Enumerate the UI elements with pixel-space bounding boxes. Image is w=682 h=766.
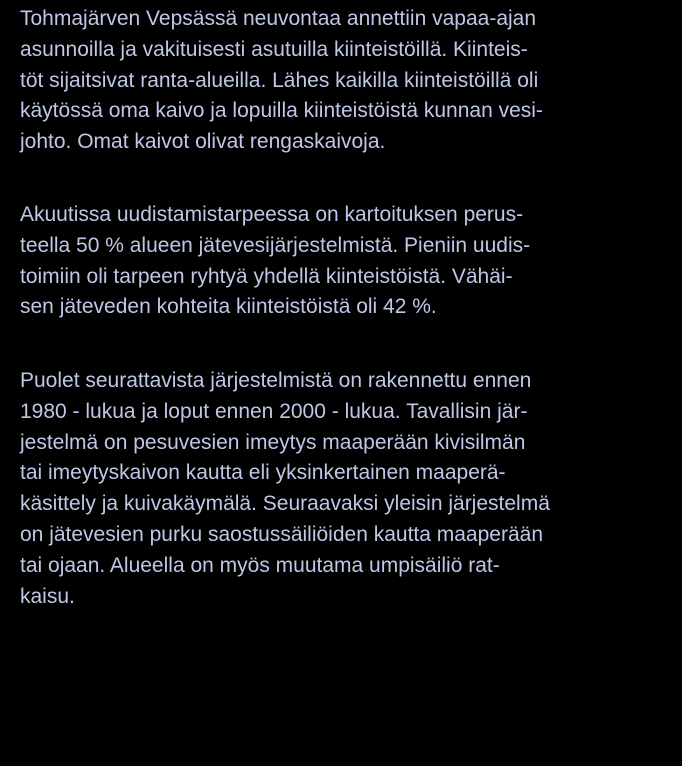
paragraph-line: Puolet seurattavista järjestelmistä on rakennettu ennen [20, 369, 532, 392]
paragraph-line: Akuutissa uudistamistarpeessa on kartoituksen perus- [20, 203, 524, 226]
paragraph-line: tai ojaan. Alueella on myös muutama umpisäiliö rat- [20, 553, 500, 577]
paragraph-line: on jätevesien purku saostussäiliöiden kautta maaperään [20, 522, 544, 546]
paragraph-line: käsittely ja kuivakäymälä. Seuraavaksi yleisin järjestelmä [20, 492, 550, 516]
paragraph-line: asunnoilla ja vakituisesti asutuilla kiinteistöillä. Kiinteis- [20, 37, 528, 61]
paragraph-line: tai imeytyskaivon kautta eli yksinkertainen maaperä- [20, 461, 506, 485]
paragraph-line: teella 50 % alueen jätevesijärjestelmistä. Pieniin uudis- [20, 233, 531, 257]
paragraph-line: käytössä oma kaivo ja lopuilla kiinteistöistä kunnan vesi- [20, 99, 543, 123]
paragraph-line: jestelmä on pesuvesien imeytys maaperään kivisilmän [20, 430, 526, 454]
paragraph-line: kaisu. [20, 584, 75, 608]
paragraph-line: 1980 - lukua ja loput ennen 2000 - lukua. Tavallisin jär- [20, 399, 528, 423]
paragraph-line: johto. Omat kaivot olivat rengaskaivoja. [20, 130, 386, 154]
paragraph-1 [20, 4, 543, 158]
paragraph-3 [20, 366, 550, 612]
paragraph-line: töt sijaitsivat ranta-alueilla. Lähes kaikilla kiinteistöillä oli [20, 68, 539, 92]
paragraph-line: sen jäteveden kohteita kiinteistöistä oli 42 %. [20, 295, 437, 319]
paragraph-2 [20, 200, 530, 323]
paragraph-line: Tohmajärven Vepsässä neuvontaa annettiin vapaa-ajan [20, 7, 537, 30]
paragraph-line: toimiin oli tarpeen ryhtyä yhdellä kiinteistöistä. Vähäi- [20, 264, 513, 288]
